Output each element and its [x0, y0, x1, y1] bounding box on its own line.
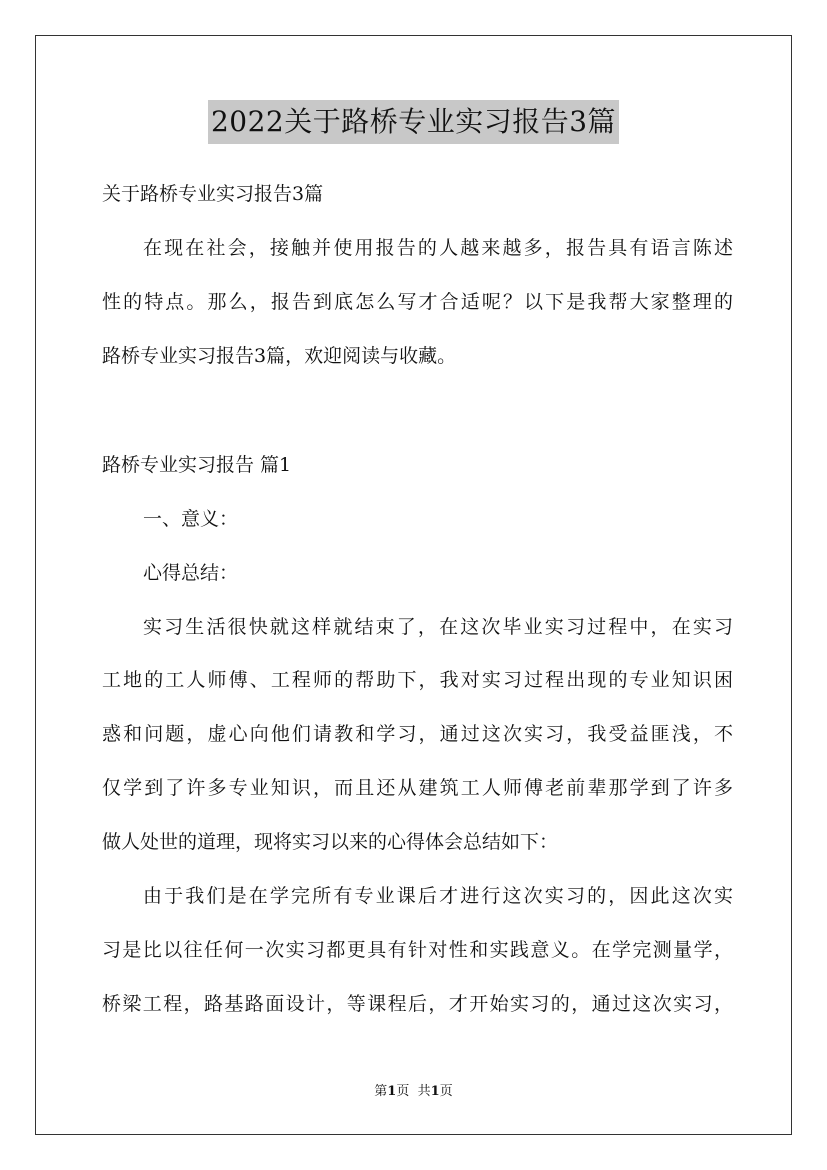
list-item-summary: 心得总结：	[143, 562, 239, 584]
page-label-suffix: 页	[396, 1084, 410, 1099]
page-footer	[0, 1083, 827, 1101]
title-container	[0, 100, 827, 144]
total-label-prefix: 共	[417, 1084, 431, 1099]
paragraph-1-line-4: 仅学到了许多专业知识，而且还从建筑工人师傅老前辈那学到了许多	[102, 777, 733, 799]
intro-line-2: 性的特点。那么，报告到底怎么写才合适呢？以下是我帮大家整理的	[102, 291, 733, 313]
intro-line-3: 路桥专业实习报告3篇，欢迎阅读与收藏。	[102, 345, 457, 367]
paragraph-1-line-2: 工地的工人师傅、工程师的帮助下，我对实习过程出现的专业知识困	[102, 669, 733, 691]
section-heading: 路桥专业实习报告 篇1	[102, 454, 292, 476]
total-label-suffix: 页	[439, 1084, 453, 1099]
page-label-prefix: 第	[374, 1084, 388, 1099]
intro-line-1: 在现在社会，接触并使用报告的人越来越多，报告具有语言陈述	[143, 237, 733, 259]
total-pages: 1	[430, 1084, 440, 1099]
page-number: 1	[387, 1084, 397, 1099]
list-item-meaning: 一、意义：	[143, 508, 239, 530]
paragraph-1-line-3: 惑和问题，虚心向他们请教和学习，通过这次实习，我受益匪浅，不	[102, 723, 733, 745]
paragraph-1-line-5: 做人处世的道理，现将实习以来的心得体会总结如下：	[102, 831, 559, 853]
paragraph-1-line-1: 实习生活很快就这样就结束了，在这次毕业实习过程中，在实习	[143, 616, 733, 638]
document-subtitle: 关于路桥专业实习报告3篇	[102, 183, 324, 205]
paragraph-2-line-1: 由于我们是在学完所有专业课后才进行这次实习的，因此这次实	[143, 885, 733, 907]
paragraph-2-line-2: 习是比以往任何一次实习都更具有针对性和实践意义。在学完测量学，	[102, 939, 733, 961]
paragraph-2-line-3: 桥梁工程，路基路面设计，等课程后，才开始实习的，通过这次实习，	[102, 993, 733, 1015]
document-title: 2022关于路桥专业实习报告3篇	[208, 100, 619, 144]
